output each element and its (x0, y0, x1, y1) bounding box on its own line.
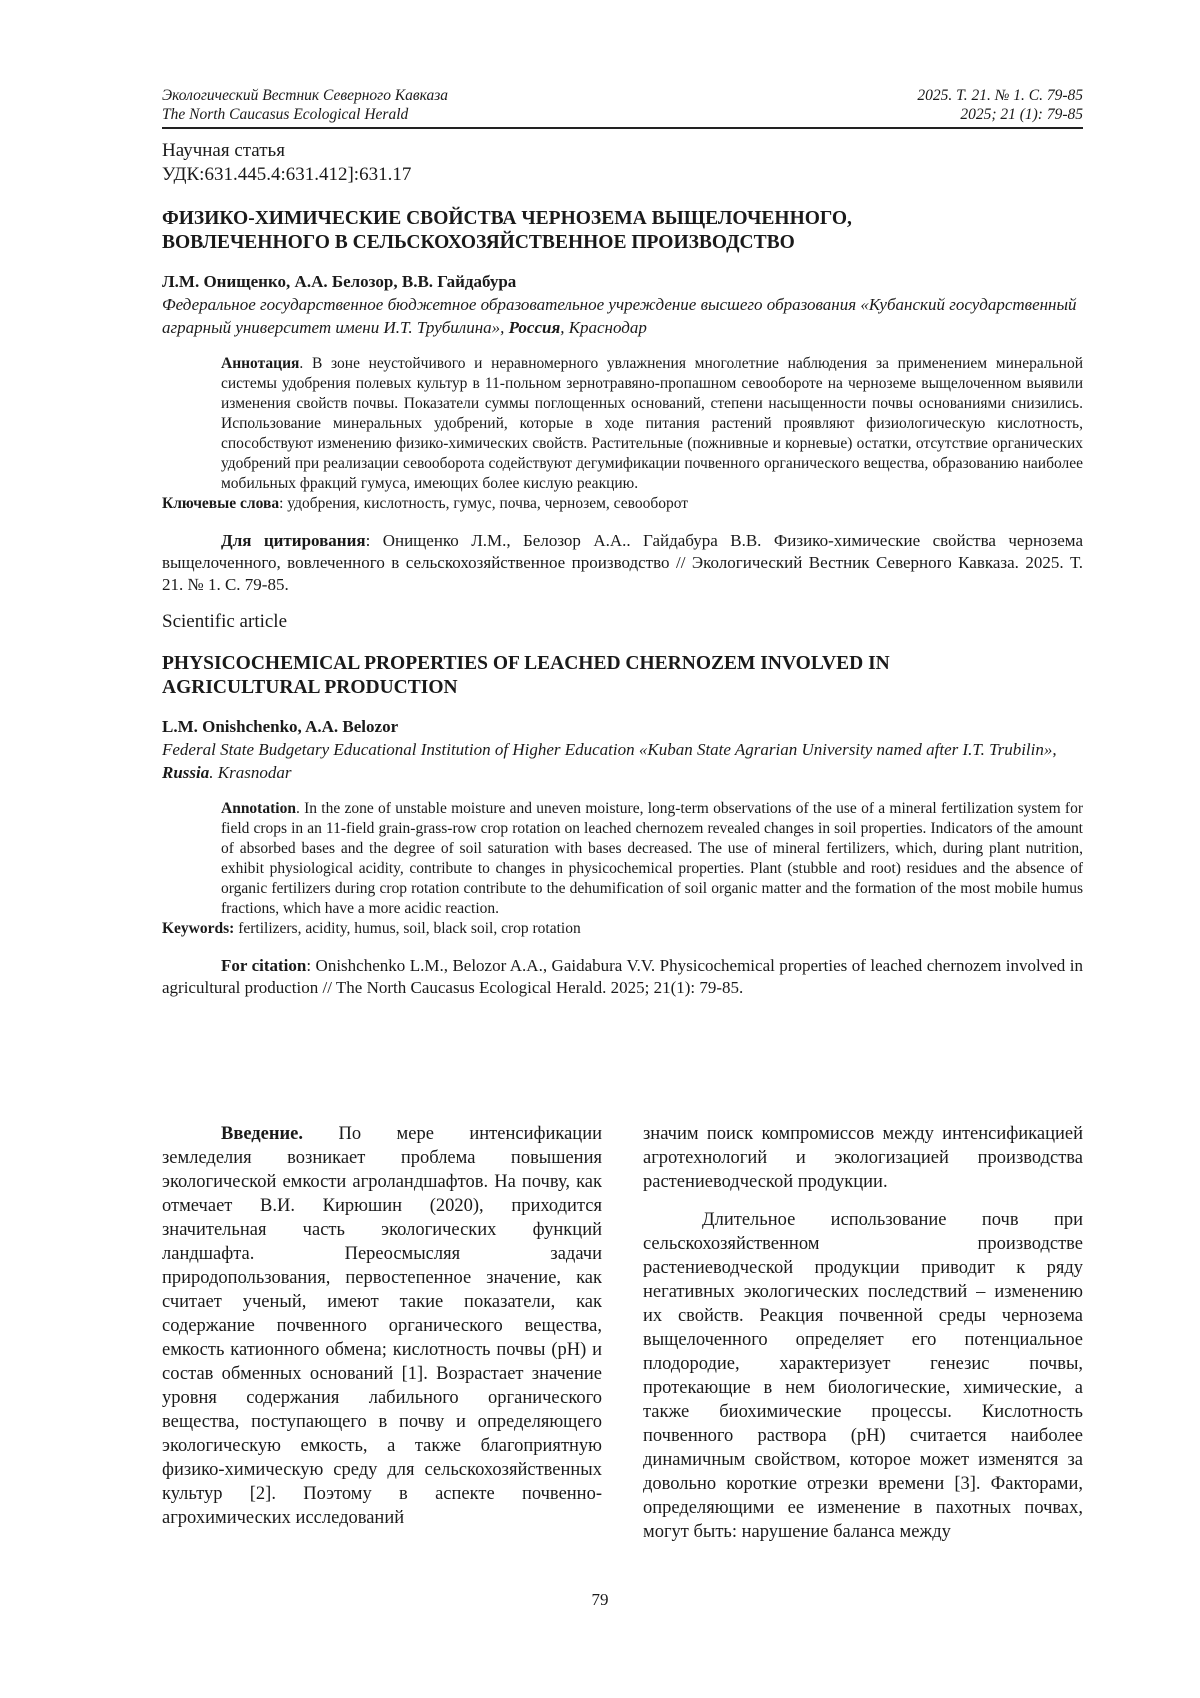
authors-ru: Л.М. Онищенко, А.А. Белозор, В.В. Гайдабура (162, 272, 517, 291)
country-en: Russia (162, 763, 210, 782)
title-en-line-1: PHYSICOCHEMICAL PROPERTIES OF LEACHED CHERNOZEM INVOLVED IN (162, 653, 890, 674)
introduction-text: По мере интенсификации земледелия возникает проблема повышения экологической емкости агроландшафтов. На почву, как отмечает В.И. Кирюшин (2020), приходится значительная часть экологических функций ландшафта. Переосмысляя задачи природопользования, первостепенное значение, как считает ученый, имеют такие показатели, как содержание почвенного органического вещества, емкость катионного обмена; кислотность почвы (pH) и состав обменных оснований [1]. Возрастает значение уровня содержания лабильного органического вещества, поступающего в почву и определяющего экологическую емкость, а также благоприятную физико-химическую среду для сельскохозяйственных культур [2]. Поэтому в аспекте почвенно-агрохимических исследований (162, 1124, 602, 1528)
keywords-en (162, 919, 1083, 939)
affiliation-ru-text: Федеральное государственное бюджетное образовательное учреждение высшего образования «Кубанский государственный аграрный университет имени И.Т. Трубилина», (162, 295, 1077, 337)
running-header (162, 86, 1083, 124)
citation-en-text: : Onishchenko L.M., Belozor A.A., Gaidabura V.V. Physicochemical properties of leached chernozem involved in agricultural production // The North Caucasus Ecological Herald. 2025; 21(1): 79-85. (162, 956, 1083, 997)
affiliation-en-text: Federal State Budgetary Educational Institution of Higher Education «Kuban State Agrarian University named after I.T. Trubilin», (162, 740, 1057, 759)
issue-reference (917, 86, 1083, 124)
issue-ref-en: 2025; 21 (1): 79-85 (960, 106, 1083, 123)
country-ru: Россия (508, 318, 561, 337)
keywords-en-text: fertilizers, acidity, humus, soil, black soil, crop rotation (234, 920, 581, 937)
citation-ru-text: : Онищенко Л.М., Белозор А.А.. Гайдабура В.В. Физико-химические свойства чернозема выщелоченного, вовлеченного в сельскохозяйственное производство // Экологический Вестник Северного Кавказа. 2025. Т. 21. № 1. С. 79-85. (162, 531, 1083, 594)
journal-names (162, 86, 448, 124)
article-type-ru: Научная статья (162, 140, 285, 161)
header-divider (162, 127, 1083, 129)
keywords-ru-text: : удобрения, кислотность, гумус, почва, чернозем, севооборот (279, 495, 689, 512)
journal-title-en: The North Caucasus Ecological Herald (162, 106, 409, 123)
annotation-en (221, 799, 1083, 919)
city-ru: , Краснодар (560, 318, 647, 337)
affiliation-ru (162, 293, 1083, 339)
citation-ru-label: Для цитирования (221, 531, 366, 550)
introduction-heading: Введение. (221, 1124, 304, 1144)
annotation-en-text: . In the zone of unstable moisture and uneven moisture, long-term observations of the use of a mineral fertilization system for field crops in an 11-field grain-grass-row crop rotation on leached chernozem revealed changes in soil properties. Indicators of the amount of absorbed bases and the degree of soil saturation with bases decreased. The use of mineral fertilizers, which, during plant nutrition, exhibit physiological acidity, contribute to changes in physicochemical properties. Plant (stubble and root) residues and the absence of organic fertilizers during crop rotation contribute to the dehumification of soil organic matter and the formation of the most mobile humus fractions, which have a more acidic reaction. (221, 800, 1083, 917)
title-en-line-2: AGRICULTURAL PRODUCTION (162, 677, 458, 698)
article-type-en: Scientific article (162, 611, 288, 632)
right-column (643, 1122, 1083, 1544)
citation-en (162, 955, 1083, 999)
issue-ref-ru: 2025. Т. 21. № 1. С. 79-85 (917, 87, 1083, 104)
annotation-ru-text: . В зоне неустойчивого и неравномерного увлажнения многолетние наблюдения за применением минеральной системы удобрения полевых культур в 11-польном зернотравяно-пропашном севообороте на черноземе выщелоченном выявили изменения свойств почвы. Показатели суммы поглощенных оснований, степени насыщенности почвы основаниями снизились. Использование минеральных удобрений, которые в ходе питания растений проявляют физиологическую кислотность, способствуют изменению физико-химических свойств. Растительные (пожнивные и корневые) остатки, отсутствие органических удобрений при реализации севооборота содействуют дегумификации почвенного органического вещества, образованию наиболее мобильных фракций гумуса, имеющих более кислую реакцию. (221, 355, 1083, 492)
introduction-paragraph (162, 1122, 602, 1530)
city-en: . Krasnodar (209, 763, 292, 782)
page-number: 79 (591, 1590, 609, 1609)
citation-ru (162, 530, 1083, 596)
annotation-ru (221, 354, 1083, 494)
keywords-ru-label: Ключевые слова (162, 495, 280, 512)
journal-title-ru: Экологический Вестник Северного Кавказа (162, 87, 449, 104)
citation-en-label: For citation (221, 956, 307, 975)
title-ru-line-2: ВОВЛЕЧЕННОГО В СЕЛЬСКОХОЗЯЙСТВЕННОЕ ПРОИЗВОДСТВО (162, 232, 795, 253)
title-ru-line-1: ФИЗИКО-ХИМИЧЕСКИЕ СВОЙСТВА ЧЕРНОЗЕМА ВЫЩЕЛОЧЕННОГО, (162, 208, 852, 229)
left-column (162, 1122, 602, 1544)
right-paragraph-1: значим поиск компромиссов между интенсификацией агротехнологий и экологизацией производства растениеводческой продукции. (643, 1124, 1083, 1192)
page-content (162, 86, 1083, 999)
keywords-ru (162, 494, 1083, 514)
article-title-ru (162, 207, 1083, 255)
udc-code: УДК:631.445.4:631.412]:631.17 (162, 164, 412, 185)
annotation-en-label: Annotation (221, 800, 296, 817)
affiliation-en (162, 738, 1083, 784)
annotation-ru-label: Аннотация (221, 355, 300, 372)
article-title-en (162, 652, 1083, 700)
authors-en: L.M. Onishchenko, A.A. Belozor (162, 717, 399, 736)
keywords-en-label: Keywords: (162, 920, 235, 937)
body-columns (162, 1122, 1083, 1544)
right-paragraph-2: Длительное использование почв при сельскохозяйственном производстве растениеводческой продукции приводит к ряду негативных экологических последствий – изменению их свойств. Реакция почвенной среды чернозема выщелоченного определяет его потенциальное плодородие, характеризует генезис почвы, протекающие в нем биологические, химические, а также биохимические процессы. Кислотность почвенного раствора (pH) считается наиболее динамичным свойством, которое может изменятся за довольно короткие отрезки времени [3]. Факторами, определяющими ее изменение в пахотных почвах, могут быть: нарушение баланса между (643, 1210, 1083, 1542)
